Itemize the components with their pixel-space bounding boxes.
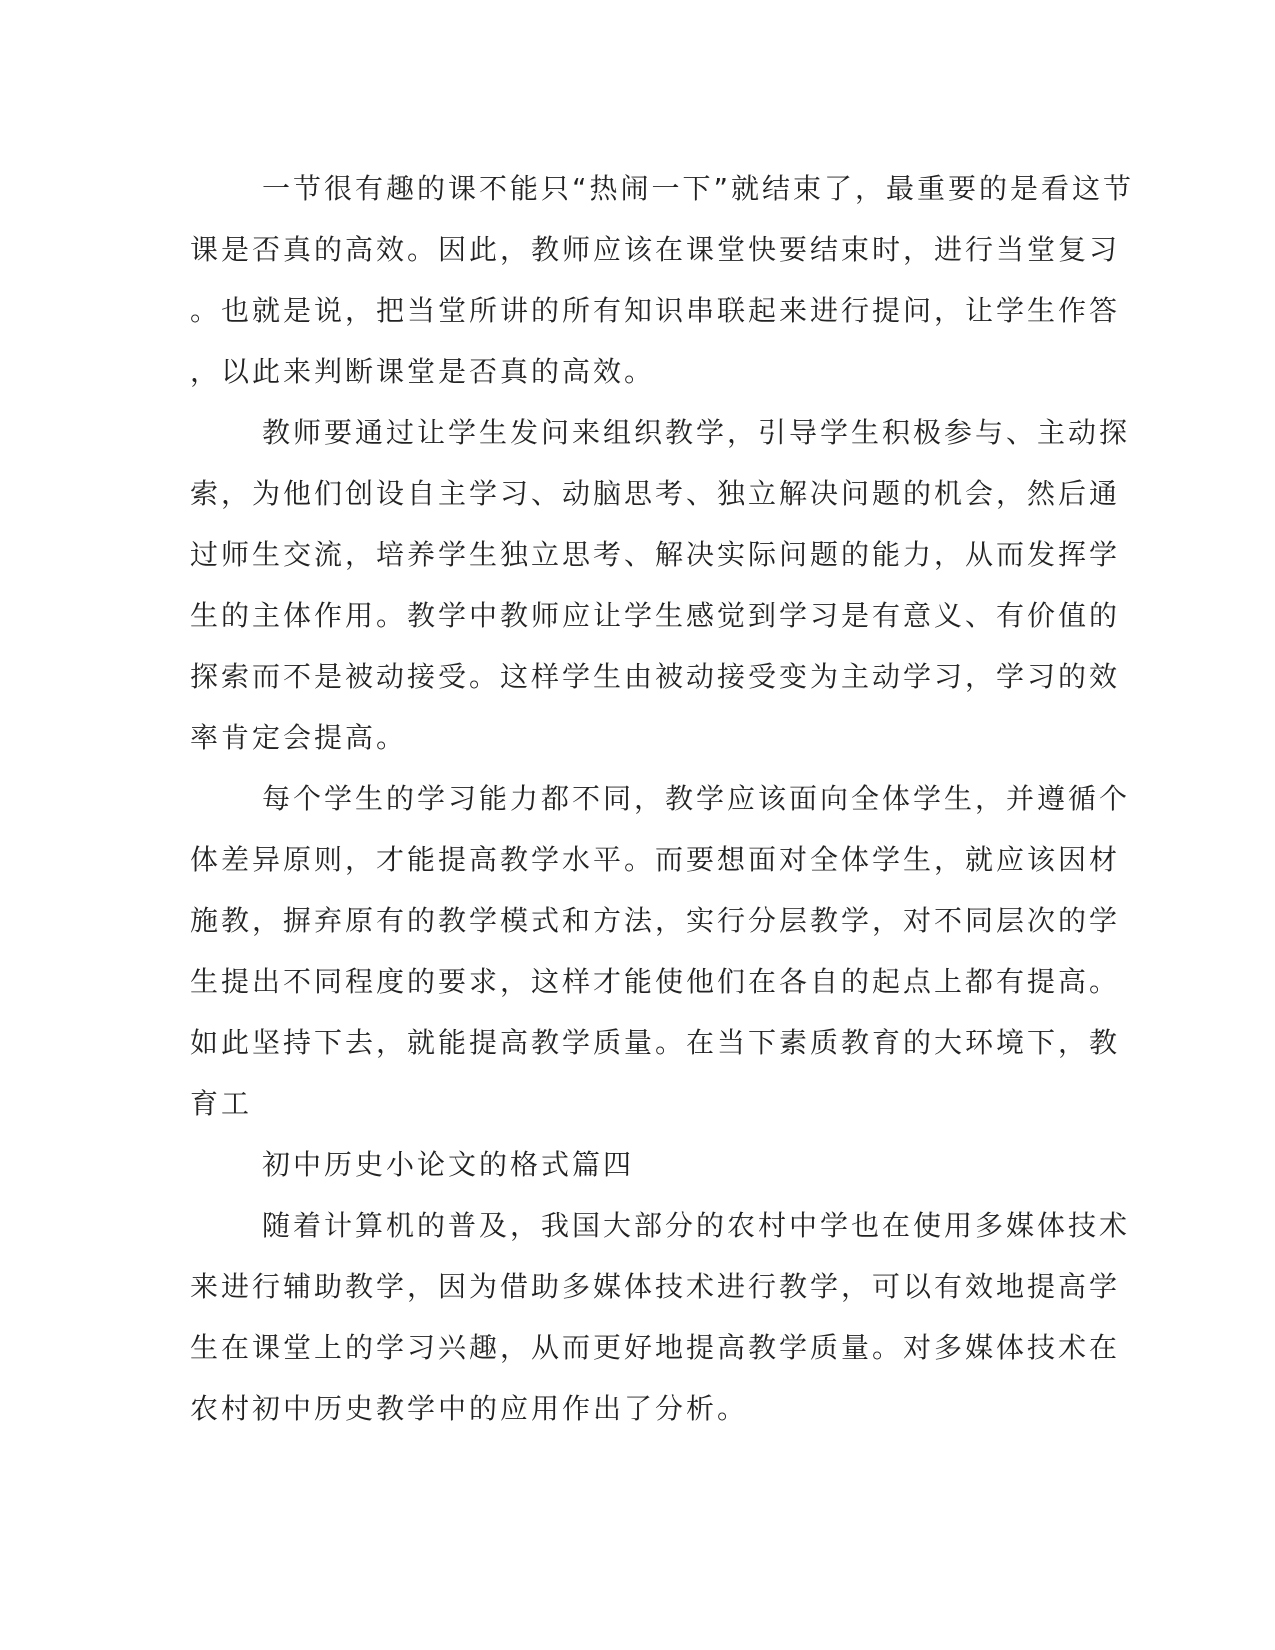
text-line: 体差异原则，才能提高教学水平。而要想面对全体学生，就应该因材 [190,843,1121,876]
text-line: 每个学生的学习能力都不同，教学应该面向全体学生，并遵循个 [262,782,1131,815]
text-line: 一节很有趣的课不能只“热闹一下”就结束了，最重要的是看这节 [262,172,1135,205]
section-heading: 初中历史小论文的格式篇四 [262,1148,635,1181]
text-line: 育工 [190,1087,253,1120]
text-line: 教师要通过让学生发问来组织教学，引导学生积极参与、主动探 [262,416,1131,449]
document-body [190,158,1135,1439]
text-line: 农村初中历史教学中的应用作出了分析。 [190,1392,749,1425]
text-line: 。也就是说，把当堂所讲的所有知识串联起来进行提问，让学生作答 [190,294,1121,327]
text-line: 施教，摒弃原有的教学模式和方法，实行分层教学，对不同层次的学 [190,904,1121,937]
text-line: 探索而不是被动接受。这样学生由被动接受变为主动学习，学习的效 [190,660,1121,693]
text-line: 率肯定会提高。 [190,721,408,754]
text-line: 生提出不同程度的要求，这样才能使他们在各自的起点上都有提高。 [190,965,1121,998]
text-line: 来进行辅助教学，因为借助多媒体技术进行教学，可以有效地提高学 [190,1270,1121,1303]
text-line: 过师生交流，培养学生独立思考、解决实际问题的能力，从而发挥学 [190,538,1121,571]
text-line: 如此坚持下去，就能提高教学质量。在当下素质教育的大环境下，教 [190,1026,1121,1059]
text-line: 索，为他们创设自主学习、动脑思考、独立解决问题的机会，然后通 [190,477,1121,510]
text-line: 生的主体作用。教学中教师应让学生感觉到学习是有意义、有价值的 [190,599,1121,632]
text-line: 随着计算机的普及，我国大部分的农村中学也在使用多媒体技术 [262,1209,1131,1242]
text-line: 生在课堂上的学习兴趣，从而更好地提高教学质量。对多媒体技术在 [190,1331,1121,1364]
text-line: ，以此来判断课堂是否真的高效。 [190,355,656,388]
text-line: 课是否真的高效。因此，教师应该在课堂快要结束时，进行当堂复习 [190,233,1121,266]
